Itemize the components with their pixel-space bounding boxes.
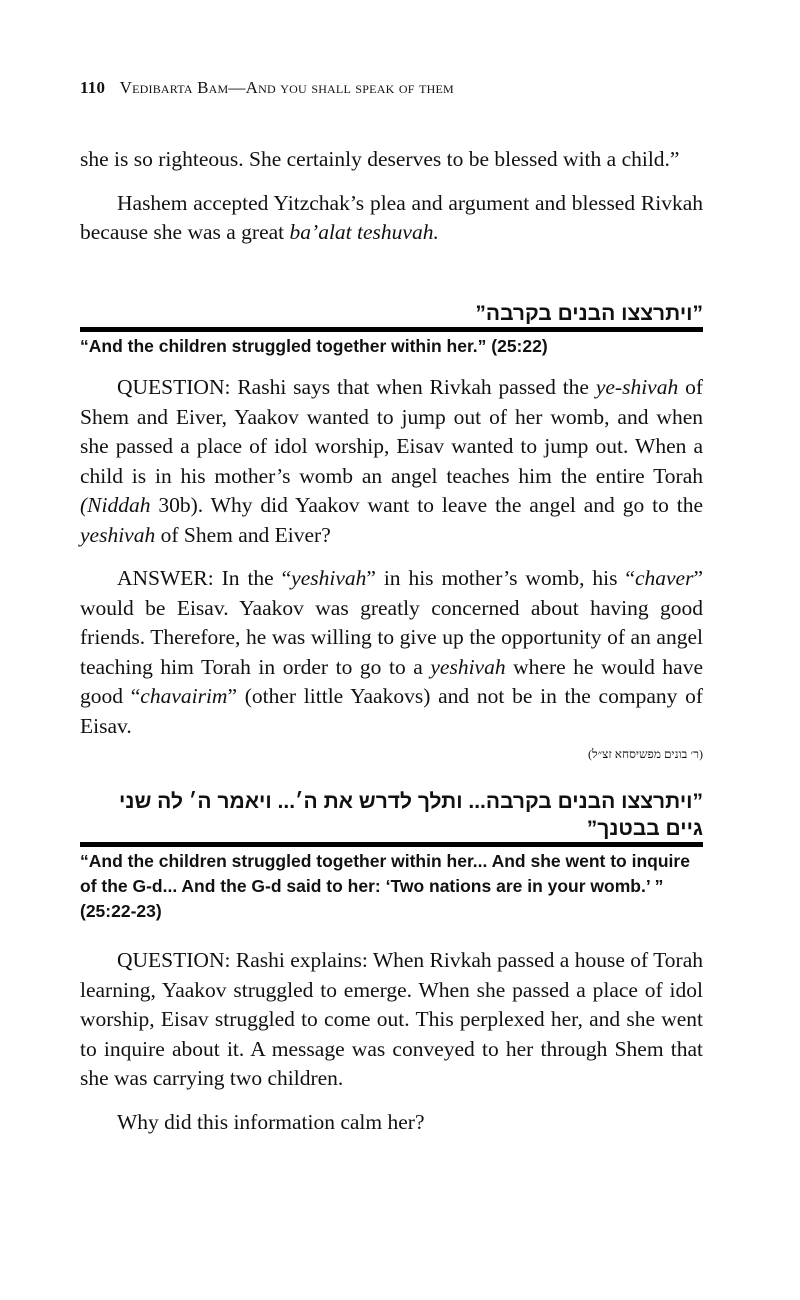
italic-term: (Niddah — [80, 493, 151, 517]
page-number: 110 — [80, 78, 106, 97]
text: ” would be Eisav. Yaakov was greatly concerned about having good friends. Therefore, he was willing to give up the opportunity of an angel teaching him Torah in order to go to a — [80, 566, 703, 679]
question-paragraph: QUESTION: Rashi explains: When Rivkah passed a house of Torah learning, Yaakov struggled to emerge. When she passed a place of idol worship, Eisav struggled to come out. This perplexed her, and she went to inquire about it. A message was conveyed to her through Shem that she was carrying two children. — [80, 948, 703, 1090]
italic-term: chaver — [634, 566, 694, 590]
question-paragraph — [80, 373, 703, 550]
italic-term: ye-shivah — [595, 375, 679, 399]
answer-paragraph — [80, 564, 703, 741]
text: ” in his mother’s womb, his “ — [366, 566, 635, 590]
section-1 — [80, 300, 703, 359]
hashem-paragraph-text: Hashem accepted Yitzchak’s plea and argument and blessed Rivkah because she was a great — [80, 190, 703, 244]
hebrew-heading: ”ויתרצצו הבנים בקרבה... ותלך לדרש את ה׳... ויאמר ה׳ לה שני גיים בבטנך” — [119, 790, 703, 840]
hashem-paragraph — [80, 189, 703, 248]
italic-term: yeshivah — [80, 522, 156, 547]
italic-term: yeshivah — [291, 566, 367, 590]
heading-rule — [80, 327, 703, 332]
followup-question: Why did this information calm her? — [117, 1109, 425, 1134]
section-2-body — [80, 946, 703, 1137]
english-heading: “And the children struggled together within her... And she went to inquire of the G-d... And the G-d said to her: ‘Two nations are in your womb.’ ” (25:22-23) — [80, 851, 690, 921]
source-citation: (ר׳ בונים מפשיסחא זצ״ל) — [587, 747, 703, 761]
english-heading: “And the children struggled together within her.” (25:22) — [80, 336, 548, 356]
text: QUESTION: Rashi says that when Rivkah passed the — [117, 375, 596, 399]
continuation-paragraph: she is so righteous. She certainly deserves to be blessed with a child.” — [80, 147, 680, 171]
text: of Shem and Eiver? — [155, 522, 331, 547]
book-title: Vedibarta Bam—And you shall speak of them — [119, 78, 454, 97]
continuation-text — [80, 145, 703, 248]
text: 30b). Why did Yaakov want to leave the angel and go to the — [150, 493, 703, 517]
text: ANSWER: In the “ — [117, 566, 292, 590]
section-1-body — [80, 373, 703, 762]
running-head — [80, 78, 454, 98]
section-2 — [80, 788, 703, 924]
italic-term: chavairim — [140, 684, 228, 708]
hebrew-heading: ”ויתרצצו הבנים בקרבה” — [475, 302, 703, 325]
text: of Shem and Eiver, Yaakov wanted to jump out of her womb, and when she passed a place of idol worship, Eisav wanted to jump out. When a child is in his mother’s womb an angel teaches him the entire Torah — [80, 375, 703, 488]
hashem-paragraph-italic: ba’alat teshuvah. — [289, 220, 439, 244]
text: ” (other little Yaakovs) and not be in the company of Eisav. — [80, 684, 703, 738]
text: where he would have good “ — [80, 654, 703, 708]
heading-rule — [80, 842, 703, 847]
italic-term: yeshivah — [430, 654, 506, 679]
